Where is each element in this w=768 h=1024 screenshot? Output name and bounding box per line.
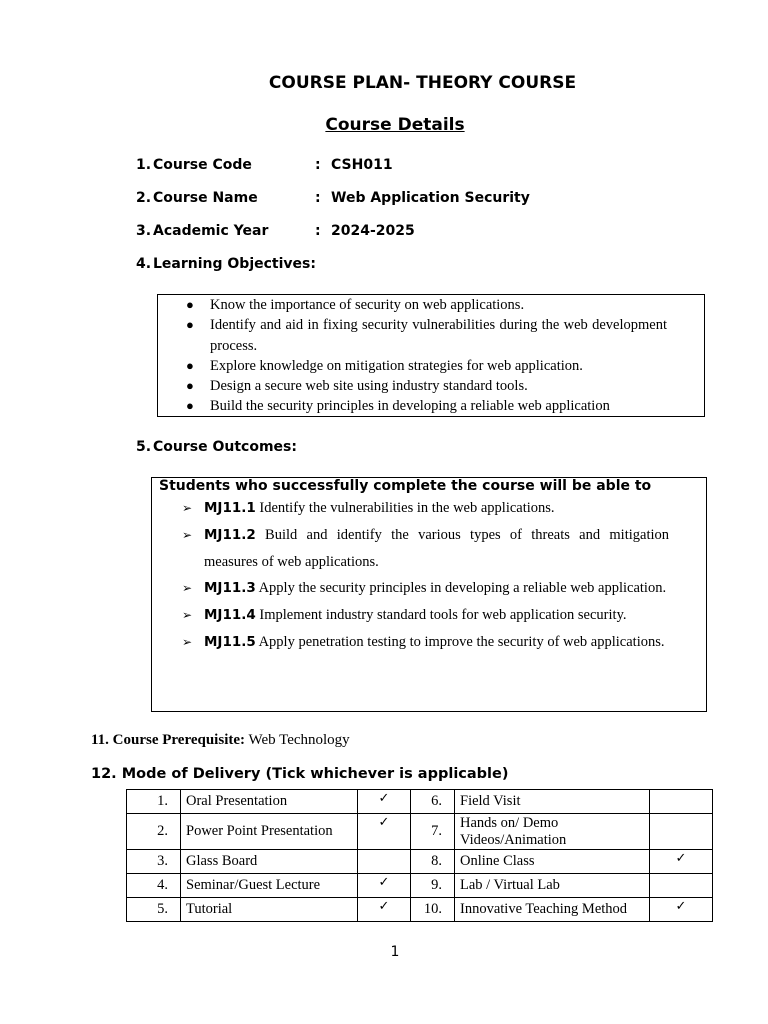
delivery-row: [127, 790, 713, 814]
detail-number: 1.: [136, 157, 152, 173]
checkmark-icon: ✓: [378, 898, 390, 913]
delivery-number: 8.: [411, 850, 455, 874]
bullet-icon: ●: [186, 357, 194, 373]
delivery-number: 2.: [127, 814, 181, 850]
course-prerequisite: [91, 732, 350, 749]
academic-year-label: Academic Year: [153, 223, 269, 239]
detail-colon: :: [315, 223, 321, 239]
tick-cell: [650, 874, 713, 898]
delivery-mode: Field Visit: [455, 790, 650, 814]
page-number: 1: [390, 944, 400, 960]
checkmark-icon: ✓: [675, 850, 687, 865]
objective-text: Design a secure web site using industry standard tools.: [210, 378, 528, 395]
objective-item: [158, 396, 704, 416]
objective-item: [158, 356, 704, 376]
outcome-code: MJ11.4: [204, 607, 256, 624]
arrow-bullet-icon: ➢: [182, 608, 193, 623]
outcome-item: [152, 495, 706, 522]
arrow-bullet-icon: ➢: [182, 634, 193, 649]
outcome-code: MJ11.1: [204, 500, 256, 516]
outcome-item: [152, 602, 706, 629]
outcome-text: Build and identify the various types of threats and mitigation measures of web applications.: [204, 526, 669, 570]
checkmark-icon: ✓: [675, 898, 687, 913]
objective-text: Explore knowledge on mitigation strategies for web application.: [210, 357, 583, 374]
course-name-label: Course Name: [153, 190, 258, 206]
objective-item: [158, 315, 704, 356]
course-code-value: CSH011: [331, 157, 393, 173]
delivery-mode: Innovative Teaching Method: [455, 898, 650, 922]
delivery-mode: Online Class: [455, 850, 650, 874]
outcome-code: MJ11.5: [204, 633, 256, 650]
objective-item: [158, 295, 704, 315]
detail-number: 3.: [136, 223, 152, 239]
section-title-course-details: Course Details: [325, 115, 465, 135]
prerequisite-label: 11. Course Prerequisite:: [91, 732, 246, 748]
checkmark-icon: ✓: [378, 814, 390, 829]
objective-text: Build the security principles in developing a reliable web application: [210, 398, 610, 415]
bullet-icon: ●: [186, 378, 194, 394]
tick-cell: [358, 898, 411, 922]
tick-cell: [650, 814, 713, 850]
mode-of-delivery-heading: 12. Mode of Delivery (Tick whichever is applicable): [91, 766, 509, 782]
outcome-text: Apply the security principles in developing a reliable web application.: [255, 580, 667, 597]
learning-objectives-heading: Learning Objectives:: [153, 256, 316, 272]
checkmark-icon: ✓: [378, 874, 390, 889]
delivery-mode: Glass Board: [181, 850, 358, 874]
outcome-text: Implement industry standard tools for web application security.: [255, 607, 627, 624]
course-outcomes-heading: Course Outcomes:: [153, 439, 297, 455]
tick-cell: [358, 814, 411, 850]
delivery-number: 5.: [127, 898, 181, 922]
delivery-number: 6.: [411, 790, 455, 814]
delivery-mode: Power Point Presentation: [181, 814, 358, 850]
detail-colon: :: [315, 190, 321, 206]
learning-objectives-box: [157, 294, 705, 417]
tick-cell: [650, 898, 713, 922]
course-code-label: Course Code: [153, 157, 252, 173]
detail-number: 2.: [136, 190, 152, 206]
objective-text: Know the importance of security on web applications.: [210, 297, 525, 313]
outcome-text: Apply penetration testing to improve the security of web applications.: [255, 633, 665, 650]
bullet-icon: ●: [186, 398, 194, 414]
page-title: COURSE PLAN- THEORY COURSE: [268, 73, 577, 93]
delivery-row: [127, 814, 713, 850]
delivery-number: 3.: [127, 850, 181, 874]
delivery-row: [127, 874, 713, 898]
delivery-mode: Lab / Virtual Lab: [455, 874, 650, 898]
checkmark-icon: ✓: [378, 790, 390, 805]
objective-text: Identify and aid in fixing security vulnerabilities during the web development process.: [210, 317, 667, 354]
outcome-item: [152, 575, 706, 602]
outcome-code: MJ11.3: [204, 580, 256, 597]
objective-item: [158, 376, 704, 396]
arrow-bullet-icon: ➢: [182, 581, 193, 596]
arrow-bullet-icon: ➢: [182, 527, 193, 542]
outcomes-intro: Students who successfully complete the course will be able to: [159, 478, 652, 494]
course-name-value: Web Application Security: [331, 190, 530, 206]
bullet-icon: ●: [186, 297, 194, 312]
delivery-number: 4.: [127, 874, 181, 898]
delivery-row: [127, 898, 713, 922]
academic-year-value: 2024-2025: [331, 223, 415, 239]
delivery-mode: Oral Presentation: [181, 790, 358, 814]
delivery-mode: Hands on/ Demo Videos/Animation: [455, 814, 650, 850]
delivery-number: 7.: [411, 814, 455, 850]
detail-number: 4.: [136, 256, 152, 272]
course-outcomes-box: [151, 477, 707, 712]
delivery-number: 1.: [127, 790, 181, 814]
delivery-row: [127, 850, 713, 874]
bullet-icon: ●: [186, 317, 194, 333]
delivery-number: 9.: [411, 874, 455, 898]
detail-number: 5.: [136, 439, 152, 455]
tick-cell: [358, 790, 411, 814]
tick-cell: [358, 850, 411, 874]
tick-cell: [650, 850, 713, 874]
mode-of-delivery-table: [126, 789, 713, 922]
tick-cell: [650, 790, 713, 814]
outcome-item: [152, 629, 706, 656]
outcome-item: [152, 522, 706, 576]
outcome-code: MJ11.2: [204, 526, 256, 543]
arrow-bullet-icon: ➢: [182, 501, 193, 515]
outcome-text: Identify the vulnerabilities in the web applications.: [255, 500, 555, 516]
delivery-mode: Tutorial: [181, 898, 358, 922]
delivery-mode: Seminar/Guest Lecture: [181, 874, 358, 898]
detail-colon: :: [315, 157, 321, 173]
delivery-number: 10.: [411, 898, 455, 922]
prerequisite-value: Web Technology: [245, 732, 350, 748]
tick-cell: [358, 874, 411, 898]
